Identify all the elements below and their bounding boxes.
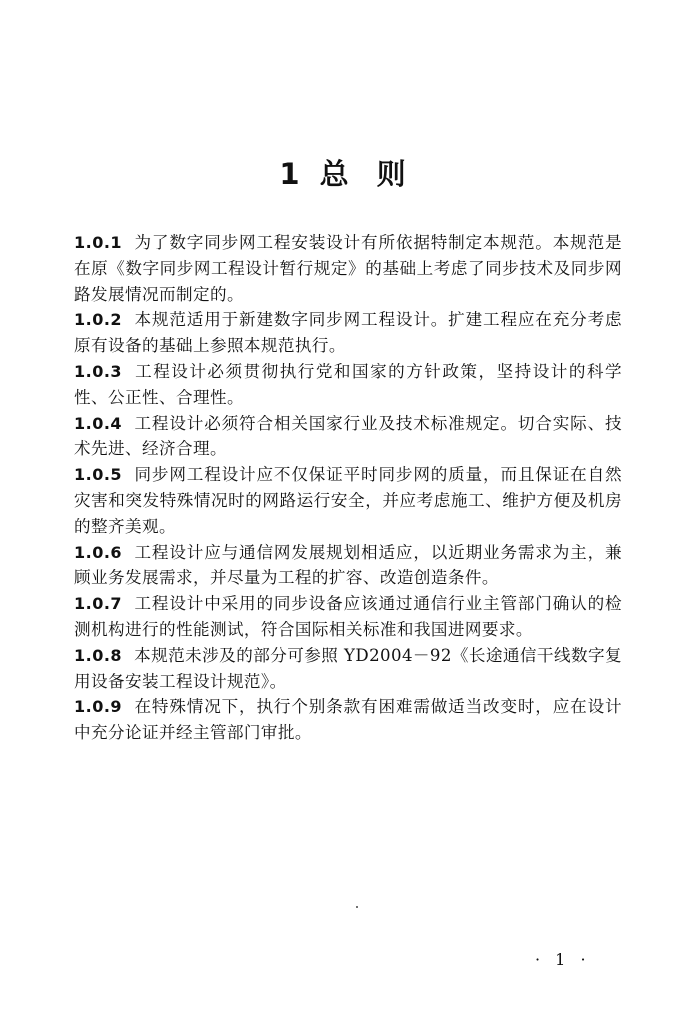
- chapter-number: 1: [279, 157, 300, 191]
- clause-1-0-2: [74, 307, 622, 359]
- clause-text: 工程设计中采用的同步设备应该通过通信行业主管部门确认的检测机构进行的性能测试，符合国际相关标准和我国进网要求。: [74, 594, 622, 639]
- clause-text: 本规范未涉及的部分可参照 YD2004－92《长途通信干线数字复用设备安装工程设计规范》。: [74, 645, 622, 691]
- clause-number: 1.0.6: [74, 542, 123, 562]
- clause-1-0-7: [74, 591, 622, 643]
- clause-1-0-4: [74, 411, 622, 463]
- clause-text: 工程设计必须符合相关国家行业及技术标准规定。切合实际、技术先进、经济合理。: [74, 413, 622, 459]
- clause-1-0-5: [74, 462, 622, 539]
- clause-text: 工程设计应与通信网发展规划相适应，以近期业务需求为主，兼顾业务发展需求，并尽量为工程的扩容、改造创造条件。: [74, 542, 622, 588]
- clause-1-0-3: [74, 359, 622, 411]
- clause-number: 1.0.5: [74, 465, 123, 485]
- chapter-title-char-1: 总: [319, 157, 349, 191]
- clause-text: 在特殊情况下，执行个别条款有困难需做适当改变时，应在设计中充分论证并经主管部门审批。: [74, 697, 622, 743]
- clause-number: 1.0.9: [74, 697, 123, 717]
- clause-text: 同步网工程设计应不仅保证平时同步网的质量，而且保证在自然灾害和突发特殊情况时的网路运行安全，并应考虑施工、维护方便及机房的整齐美观。: [74, 465, 622, 536]
- clause-1-0-8: [74, 643, 622, 695]
- clause-text: 为了数字同步网工程安装设计有所依据特制定本规范。本规范是在原《数字同步网工程设计暂行规定》的基础上考虑了同步技术及同步网路发展情况而制定的。: [74, 233, 622, 304]
- clause-number: 1.0.3: [74, 361, 123, 381]
- clause-1-0-9: [74, 694, 622, 746]
- chapter-body: [74, 230, 622, 746]
- scan-speck: [356, 906, 358, 908]
- clause-number: 1.0.4: [74, 413, 123, 433]
- clause-text: 本规范适用于新建数字同步网工程设计。扩建工程应在充分考虑原有设备的基础上参照本规范执行。: [74, 310, 622, 356]
- chapter-title: [0, 152, 685, 193]
- clause-1-0-6: [74, 540, 622, 592]
- clause-text: 工程设计必须贯彻执行党和国家的方针政策，坚持设计的科学性、公正性、合理性。: [74, 361, 622, 407]
- chapter-title-char-2: 则: [376, 157, 406, 191]
- clause-number: 1.0.1: [74, 233, 123, 252]
- clause-number: 1.0.7: [74, 594, 123, 614]
- clause-number: 1.0.2: [74, 310, 123, 330]
- clause-number: 1.0.8: [74, 645, 123, 665]
- clause-1-0-1: [74, 230, 622, 307]
- page-number: · 1 ·: [535, 950, 591, 969]
